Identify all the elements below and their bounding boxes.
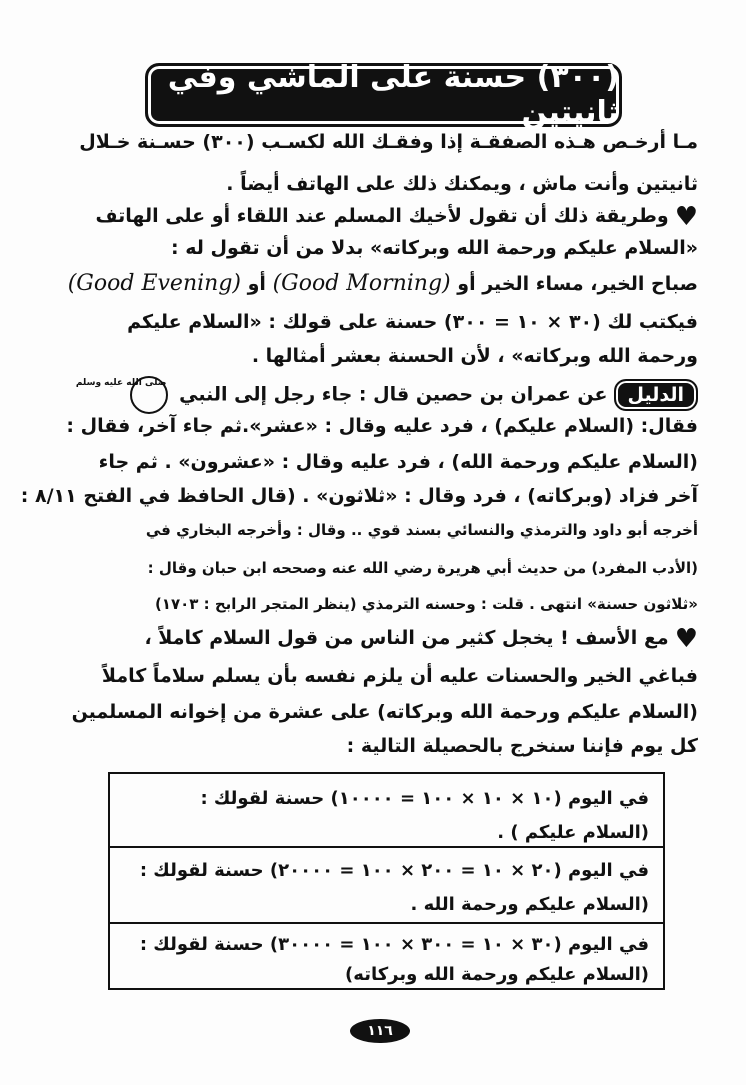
table-cell: (السلام عليكم ) . bbox=[497, 822, 649, 843]
footnote-line: «ثلاثون حسنة» انتهى . قلت : وحسنه الترمذي (ينظر المتجر الرابح : ١٧٠٣) bbox=[154, 595, 698, 613]
seal-icon: صلى الله عليه وسلم bbox=[130, 376, 168, 414]
summary-table bbox=[108, 772, 665, 990]
text: وطريقة ذلك أن تقول لأخيك المسلم عند اللقاء أو على الهاتف bbox=[95, 205, 669, 227]
paragraph-line: كل يوم فإننا سنخرج بالحصيلة التالية : bbox=[346, 735, 698, 757]
page-number: ١١٦ bbox=[350, 1019, 410, 1043]
footnote-line: أخرجه أبو داود والترمذي والنسائي بسند قوي .. وقال : وأخرجه البخاري في bbox=[145, 521, 698, 539]
good-evening-text: (Good Evening) bbox=[67, 271, 241, 296]
table-row bbox=[110, 922, 663, 988]
table-row bbox=[110, 846, 663, 924]
text: صباح الخير، مساء الخير أو bbox=[457, 273, 698, 295]
text: أو bbox=[247, 273, 266, 295]
evidence-label: الدليل bbox=[614, 379, 698, 411]
evidence-line bbox=[53, 376, 698, 414]
text: مع الأسف ! يخجل كثير من الناس من قول السلام كاملاً ، bbox=[144, 627, 669, 649]
text: عن عمران بن حصين قال : جاء رجل إلى النبي bbox=[179, 383, 608, 406]
paragraph-line: ثانيتين وأنت ماش ، ويمكنك ذلك على الهاتف أيضاً . bbox=[226, 173, 698, 195]
table-cell: في اليوم (١٠ × ١٠ × ١٠٠ = ١٠٠٠٠) حسنة لقولك : bbox=[200, 788, 649, 809]
heart-icon: ♥ bbox=[674, 623, 698, 654]
evidence-line: آخر فزاد (وبركاته) ، فرد وقال : «ثلاثون» . (قال الحافظ في الفتح ٨/١١ : bbox=[20, 485, 698, 507]
paragraph-line bbox=[53, 270, 698, 298]
footnote-line: (الأدب المفرد) من حديث أبي هريرة رضي الله عنه وصححه ابن حبان وقال : bbox=[147, 559, 698, 577]
table-row bbox=[110, 774, 663, 848]
evidence-line: فقال: (السلام عليكم) ، فرد عليه وقال : «عشر».ثم جاء آخر، فقال : bbox=[66, 415, 698, 437]
evidence-line: (السلام عليكم ورحمة الله) ، فرد عليه وقال : «عشرون» . ثم جاء bbox=[98, 451, 698, 473]
paragraph-line bbox=[53, 624, 698, 653]
paragraph-line: ورحمة الله وبركاته» ، لأن الحسنة بعشر أمثالها . bbox=[251, 345, 698, 367]
table-cell: في اليوم (٢٠ × ١٠ = ٢٠٠ × ١٠٠ = ٢٠٠٠٠) حسنة لقولك : bbox=[139, 860, 649, 881]
paragraph-line: مـا أرخـص هـذه الصفقـة إذا وفقـك الله لكسـب (٣٠٠) حسـنة خـلال bbox=[79, 131, 698, 153]
paragraph-line: «السلام عليكم ورحمة الله وبركاته» بدلا من أن تقول له : bbox=[170, 237, 698, 259]
good-morning-text: (Good Morning) bbox=[272, 271, 451, 296]
paragraph-line: فيكتب لك (٣٠ × ١٠ = ٣٠٠) حسنة على قولك : «السلام عليكم bbox=[127, 311, 698, 333]
paragraph-line: (السلام عليكم ورحمة الله وبركاته) على عشرة من إخوانه المسلمين bbox=[71, 701, 698, 723]
page-title: (٣٠٠) حسنة على الماشي وفي ثانيتين bbox=[145, 63, 622, 127]
paragraph-line: فباغي الخير والحسنات عليه أن يلزم نفسه بأن يسلم سلاماً كاملاً bbox=[101, 665, 698, 687]
table-cell: (السلام عليكم ورحمة الله . bbox=[410, 894, 649, 915]
heart-icon: ♥ bbox=[674, 201, 698, 232]
table-cell: (السلام عليكم ورحمة الله وبركاته) bbox=[345, 964, 649, 985]
table-cell: في اليوم (٣٠ × ١٠ = ٣٠٠ × ١٠٠ = ٣٠٠٠٠) حسنة لقولك : bbox=[139, 934, 649, 955]
paragraph-line bbox=[53, 202, 698, 231]
